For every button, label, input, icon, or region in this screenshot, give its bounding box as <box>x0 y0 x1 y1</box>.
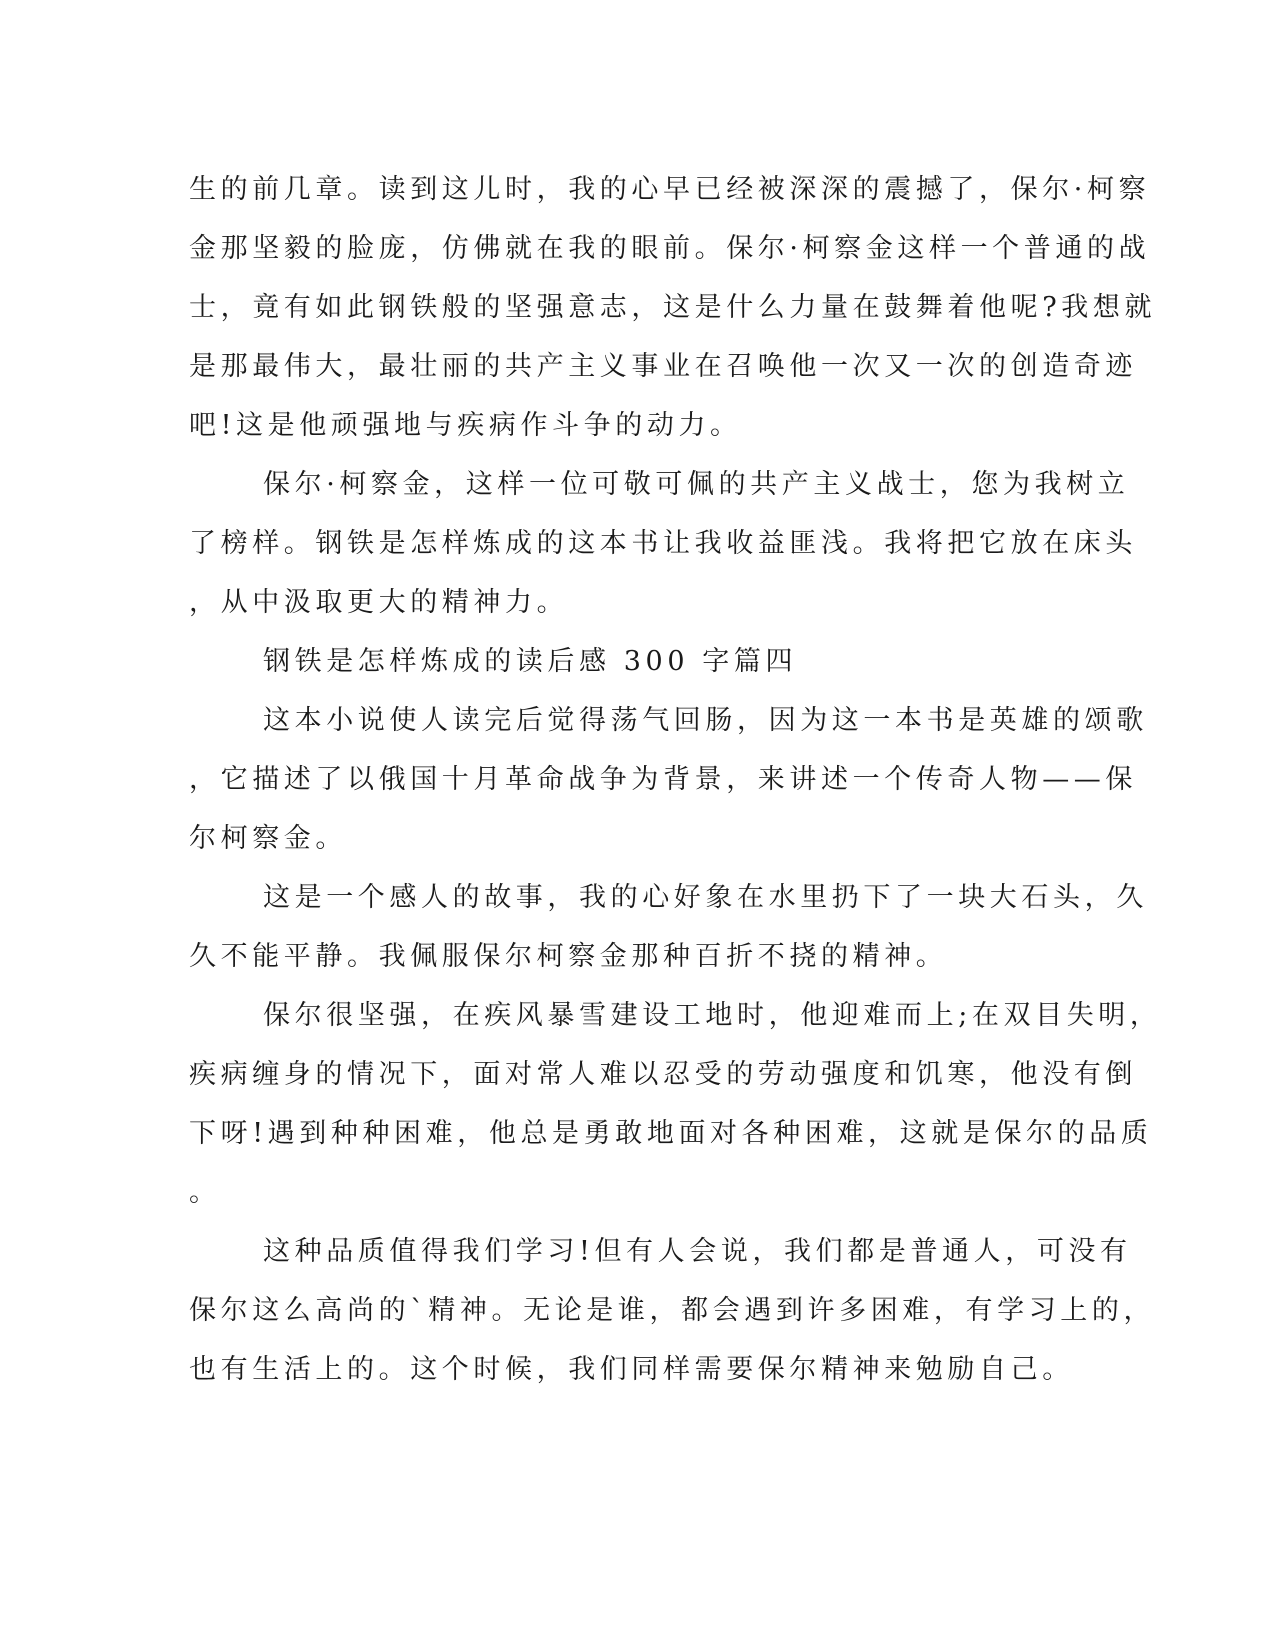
body-text <box>189 160 1162 1399</box>
text-line: 也有生活上的。这个时候，我们同样需要保尔精神来勉励自己。 <box>189 1354 1074 1385</box>
text-line: 尔柯察金。 <box>189 823 347 854</box>
section-heading: 钢铁是怎样炼成的读后感 300 字篇四 <box>263 646 798 677</box>
paragraph-first-line: 这种品质值得我们学习!但有人会说，我们都是普通人，可没有 <box>263 1236 1132 1267</box>
text-line: 疾病缠身的情况下，面对常人难以忍受的劳动强度和饥寒，他没有倒 <box>189 1059 1137 1090</box>
text-line: 吧!这是他顽强地与疾病作斗争的动力。 <box>189 410 742 441</box>
text-line: 。 <box>189 1177 221 1208</box>
paragraph-first-line: 这是一个感人的故事，我的心好象在水里扔下了一块大石头，久 <box>263 882 1148 913</box>
paragraph-first-line: 这本小说使人读完后觉得荡气回肠，因为这一本书是英雄的颂歌 <box>263 705 1148 736</box>
text-line: 金那坚毅的脸庞，仿佛就在我的眼前。保尔·柯察金这样一个普通的战 <box>189 233 1151 264</box>
text-line: 生的前几章。读到这儿时，我的心早已经被深深的震撼了，保尔·柯察 <box>189 174 1151 205</box>
text-line: 了榜样。钢铁是怎样炼成的这本书让我收益匪浅。我将把它放在床头 <box>189 528 1137 559</box>
text-line: 久不能平静。我佩服保尔柯察金那种百折不挠的精神。 <box>189 941 948 972</box>
text-line: 保尔这么高尚的`精神。无论是谁，都会遇到许多困难，有学习上的， <box>189 1295 1156 1326</box>
paragraph-first-line: 保尔·柯察金，这样一位可敬可佩的共产主义战士，您为我树立 <box>263 469 1130 500</box>
text-line: ，它描述了以俄国十月革命战争为背景，来讲述一个传奇人物——保 <box>189 764 1137 795</box>
paragraph-first-line: 保尔很坚强，在疾风暴雪建设工地时，他迎难而上;在双目失明， <box>263 1000 1162 1031</box>
text-line: 士，竟有如此钢铁般的坚强意志，这是什么力量在鼓舞着他呢?我想就 <box>189 292 1157 323</box>
text-line: 是那最伟大，最壮丽的共产主义事业在召唤他一次又一次的创造奇迹 <box>189 351 1137 382</box>
text-line: ，从中汲取更大的精神力。 <box>189 587 569 618</box>
text-line: 下呀!遇到种种困难，他总是勇敢地面对各种困难，这就是保尔的品质 <box>189 1118 1153 1149</box>
